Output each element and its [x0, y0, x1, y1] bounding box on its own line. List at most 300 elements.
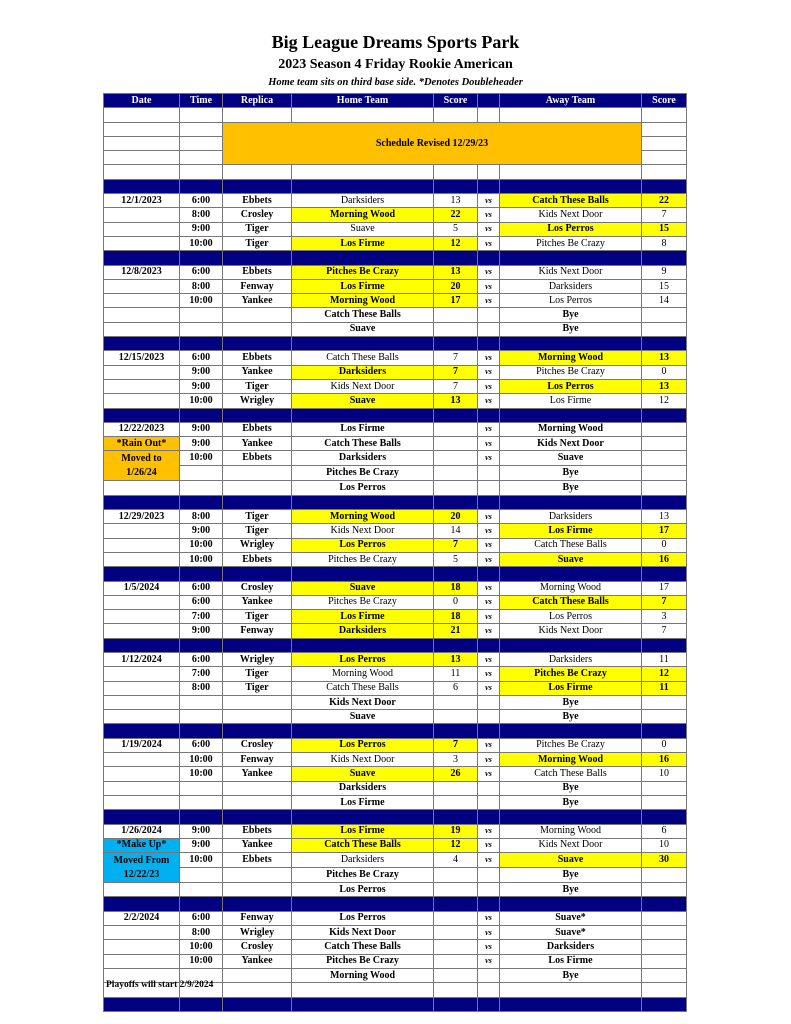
- home-score-cell: [434, 911, 478, 925]
- schedule-revised-banner: Schedule Revised 12/29/23: [223, 122, 642, 165]
- away-score-cell: 0: [642, 738, 687, 752]
- time-cell: 6:00: [180, 652, 223, 666]
- date-cell: [104, 940, 180, 954]
- page-title: Big League Dreams Sports Park: [271, 32, 520, 52]
- home-score-cell: 7: [434, 351, 478, 365]
- away-score-cell: 17: [642, 581, 687, 595]
- home-score-cell: 7: [434, 538, 478, 552]
- time-cell: 10:00: [180, 954, 223, 968]
- vs-cell: vs: [478, 379, 500, 393]
- home-team-cell: Kids Next Door: [292, 926, 434, 940]
- vs-cell: vs: [478, 394, 500, 408]
- time-cell: 6:00: [180, 194, 223, 208]
- table-row: [104, 681, 687, 695]
- week-separator: [104, 179, 687, 193]
- header-row: [104, 94, 687, 108]
- home-team-cell: Darksiders: [292, 365, 434, 379]
- table-row: [104, 667, 687, 681]
- away-team-cell: Bye: [500, 322, 642, 336]
- table-row: [104, 294, 687, 308]
- vs-cell: vs: [478, 451, 500, 466]
- replica-cell: Yankee: [223, 365, 292, 379]
- away-team-cell: Catch These Balls: [500, 194, 642, 208]
- replica-cell: Yankee: [223, 954, 292, 968]
- home-team-cell: Suave: [292, 581, 434, 595]
- time-cell: 10:00: [180, 451, 223, 466]
- date-cell: [104, 795, 180, 809]
- vs-cell: vs: [478, 824, 500, 838]
- table-row: [104, 481, 687, 495]
- time-cell: [180, 308, 223, 322]
- away-team-cell: Morning Wood: [500, 422, 642, 436]
- time-cell: [180, 466, 223, 481]
- home-score-cell: [434, 781, 478, 795]
- header-replica: Replica: [223, 94, 292, 108]
- vs-cell: [478, 481, 500, 495]
- replica-cell: [223, 695, 292, 709]
- table-row: [104, 437, 687, 451]
- time-cell: 6:00: [180, 911, 223, 925]
- table-row: [104, 194, 687, 208]
- blank-row: [104, 165, 687, 179]
- time-cell: [180, 481, 223, 495]
- time-cell: 8:00: [180, 681, 223, 695]
- away-team-cell: Bye: [500, 781, 642, 795]
- away-score-cell: 15: [642, 222, 687, 236]
- away-score-cell: 13: [642, 351, 687, 365]
- date-cell: [104, 954, 180, 968]
- away-score-cell: 11: [642, 681, 687, 695]
- table-row: [104, 781, 687, 795]
- replica-cell: Ebbets: [223, 824, 292, 838]
- time-cell: [180, 868, 223, 883]
- replica-cell: Crosley: [223, 581, 292, 595]
- replica-cell: Wrigley: [223, 394, 292, 408]
- time-cell: 8:00: [180, 926, 223, 940]
- replica-cell: Yankee: [223, 294, 292, 308]
- date-cell: [104, 681, 180, 695]
- replica-cell: Ebbets: [223, 265, 292, 279]
- home-team-cell: Morning Wood: [292, 208, 434, 222]
- revised-row: [104, 122, 687, 136]
- date-cell: [104, 322, 180, 336]
- date-cell: [104, 236, 180, 250]
- away-team-cell: Kids Next Door: [500, 208, 642, 222]
- home-score-cell: 4: [434, 853, 478, 868]
- date-cell: 1/5/2024: [104, 581, 180, 595]
- away-score-cell: 10: [642, 767, 687, 781]
- vs-cell: vs: [478, 236, 500, 250]
- header-home-score: Score: [434, 94, 478, 108]
- away-team-cell: Los Perros: [500, 294, 642, 308]
- table-row: [104, 422, 687, 436]
- home-score-cell: 7: [434, 365, 478, 379]
- home-team-cell: Los Perros: [292, 883, 434, 897]
- home-score-cell: 13: [434, 394, 478, 408]
- home-team-cell: Pitches Be Crazy: [292, 954, 434, 968]
- date-cell: *Make Up*: [104, 838, 180, 852]
- replica-cell: Ebbets: [223, 451, 292, 466]
- date-cell: [104, 781, 180, 795]
- date-cell: [104, 926, 180, 940]
- home-score-cell: [434, 710, 478, 724]
- table-row: [104, 552, 687, 566]
- home-score-cell: 17: [434, 294, 478, 308]
- date-cell: [104, 552, 180, 566]
- home-score-cell: 18: [434, 610, 478, 624]
- away-team-cell: Darksiders: [500, 510, 642, 524]
- away-team-cell: Bye: [500, 868, 642, 883]
- away-team-cell: Suave: [500, 853, 642, 868]
- time-cell: 9:00: [180, 824, 223, 838]
- time-cell: [180, 322, 223, 336]
- home-team-cell: Darksiders: [292, 194, 434, 208]
- away-team-cell: Suave*: [500, 911, 642, 925]
- away-score-cell: 12: [642, 394, 687, 408]
- vs-cell: vs: [478, 208, 500, 222]
- week-separator: [104, 495, 687, 509]
- away-team-cell: Bye: [500, 466, 642, 481]
- replica-cell: Wrigley: [223, 652, 292, 666]
- table-row: [104, 236, 687, 250]
- home-score-cell: [434, 940, 478, 954]
- replica-cell: Fenway: [223, 624, 292, 638]
- time-cell: 7:00: [180, 667, 223, 681]
- home-team-cell: Los Perros: [292, 652, 434, 666]
- away-score-cell: 7: [642, 595, 687, 609]
- away-score-cell: [642, 437, 687, 451]
- away-score-cell: [642, 466, 687, 481]
- away-team-cell: Suave: [500, 451, 642, 466]
- away-score-cell: [642, 322, 687, 336]
- home-score-cell: 5: [434, 552, 478, 566]
- vs-cell: vs: [478, 351, 500, 365]
- home-score-cell: [434, 926, 478, 940]
- vs-cell: vs: [478, 753, 500, 767]
- header-date: Date: [104, 94, 180, 108]
- table-row: [104, 208, 687, 222]
- date-cell: [104, 308, 180, 322]
- away-score-cell: 16: [642, 552, 687, 566]
- vs-cell: vs: [478, 581, 500, 595]
- playoffs-note: Playoffs will start 2/9/2024: [106, 980, 214, 990]
- table-row: [104, 581, 687, 595]
- header-time: Time: [180, 94, 223, 108]
- away-team-cell: Los Firme: [500, 681, 642, 695]
- date-cell: [104, 481, 180, 495]
- time-cell: 10:00: [180, 940, 223, 954]
- home-team-cell: Los Firme: [292, 610, 434, 624]
- away-team-cell: Pitches Be Crazy: [500, 236, 642, 250]
- replica-cell: Tiger: [223, 681, 292, 695]
- replica-cell: Fenway: [223, 279, 292, 293]
- week-separator: [104, 810, 687, 824]
- home-score-cell: 3: [434, 753, 478, 767]
- home-team-cell: Morning Wood: [292, 667, 434, 681]
- vs-cell: vs: [478, 767, 500, 781]
- date-cell: 2/2/2024: [104, 911, 180, 925]
- schedule-table: [103, 93, 687, 1012]
- table-row: [104, 738, 687, 752]
- table-row: [104, 595, 687, 609]
- table-row: [104, 710, 687, 724]
- table-row: [104, 940, 687, 954]
- replica-cell: [223, 308, 292, 322]
- replica-cell: [223, 781, 292, 795]
- time-cell: 9:00: [180, 422, 223, 436]
- away-score-cell: 0: [642, 538, 687, 552]
- date-cell: 12/15/2023: [104, 351, 180, 365]
- date-cell: [104, 208, 180, 222]
- vs-cell: vs: [478, 279, 500, 293]
- home-team-cell: Los Perros: [292, 738, 434, 752]
- week-separator: [104, 251, 687, 265]
- away-team-cell: Los Firme: [500, 394, 642, 408]
- time-cell: 10:00: [180, 552, 223, 566]
- home-score-cell: [434, 322, 478, 336]
- date-cell: [104, 294, 180, 308]
- home-score-cell: [434, 437, 478, 451]
- time-cell: 8:00: [180, 510, 223, 524]
- vs-cell: vs: [478, 552, 500, 566]
- time-cell: 6:00: [180, 595, 223, 609]
- header-home-team: Home Team: [292, 94, 434, 108]
- home-score-cell: 13: [434, 265, 478, 279]
- time-cell: [180, 781, 223, 795]
- away-team-cell: Morning Wood: [500, 351, 642, 365]
- vs-cell: [478, 308, 500, 322]
- table-row: [104, 767, 687, 781]
- away-team-cell: Pitches Be Crazy: [500, 738, 642, 752]
- vs-cell: vs: [478, 265, 500, 279]
- home-team-cell: Morning Wood: [292, 510, 434, 524]
- time-cell: 9:00: [180, 624, 223, 638]
- away-team-cell: Suave*: [500, 926, 642, 940]
- vs-cell: [478, 868, 500, 883]
- vs-cell: vs: [478, 681, 500, 695]
- home-team-cell: Catch These Balls: [292, 351, 434, 365]
- home-score-cell: 7: [434, 738, 478, 752]
- replica-cell: Ebbets: [223, 351, 292, 365]
- replica-cell: Tiger: [223, 524, 292, 538]
- table-row: [104, 365, 687, 379]
- table-row: [104, 838, 687, 852]
- vs-cell: vs: [478, 595, 500, 609]
- home-score-cell: 20: [434, 510, 478, 524]
- home-team-cell: Los Firme: [292, 795, 434, 809]
- replica-cell: Tiger: [223, 222, 292, 236]
- week-separator: [104, 897, 687, 911]
- home-team-cell: Kids Next Door: [292, 379, 434, 393]
- home-score-cell: 13: [434, 652, 478, 666]
- vs-cell: vs: [478, 624, 500, 638]
- away-score-cell: 7: [642, 624, 687, 638]
- away-score-cell: [642, 481, 687, 495]
- date-cell: [104, 538, 180, 552]
- table-row: [104, 538, 687, 552]
- blank-row: [104, 108, 687, 122]
- home-score-cell: [434, 883, 478, 897]
- week-separator: [104, 408, 687, 422]
- home-team-cell: Pitches Be Crazy: [292, 868, 434, 883]
- replica-cell: [223, 883, 292, 897]
- away-team-cell: Bye: [500, 968, 642, 982]
- page-subtitle: 2023 Season 4 Friday Rookie American: [278, 57, 513, 72]
- home-score-cell: 12: [434, 236, 478, 250]
- away-score-cell: [642, 968, 687, 982]
- week-separator: [104, 997, 687, 1011]
- home-score-cell: [434, 422, 478, 436]
- away-team-cell: Darksiders: [500, 940, 642, 954]
- date-cell: 1/26/2024: [104, 824, 180, 838]
- time-cell: [180, 710, 223, 724]
- away-score-cell: 16: [642, 753, 687, 767]
- home-team-cell: Darksiders: [292, 853, 434, 868]
- home-team-cell: Los Perros: [292, 911, 434, 925]
- date-cell: [104, 624, 180, 638]
- replica-cell: Tiger: [223, 610, 292, 624]
- date-cell: [104, 365, 180, 379]
- home-team-cell: Catch These Balls: [292, 940, 434, 954]
- replica-cell: Tiger: [223, 236, 292, 250]
- date-cell: 1/12/2024: [104, 652, 180, 666]
- week-separator: [104, 724, 687, 738]
- home-score-cell: 0: [434, 595, 478, 609]
- away-score-cell: 13: [642, 379, 687, 393]
- replica-cell: [223, 795, 292, 809]
- home-score-cell: 19: [434, 824, 478, 838]
- table-row: [104, 652, 687, 666]
- home-score-cell: [434, 466, 478, 481]
- time-cell: [180, 795, 223, 809]
- table-row: [104, 753, 687, 767]
- home-score-cell: [434, 968, 478, 982]
- home-team-cell: Morning Wood: [292, 968, 434, 982]
- table-row: [104, 824, 687, 838]
- date-cell: 12/8/2023: [104, 265, 180, 279]
- table-row: [104, 853, 687, 868]
- table-row: [104, 451, 687, 466]
- week-separator: [104, 567, 687, 581]
- away-team-cell: Bye: [500, 695, 642, 709]
- date-cell: [104, 279, 180, 293]
- header-vs: [478, 94, 500, 108]
- replica-cell: Crosley: [223, 208, 292, 222]
- vs-cell: vs: [478, 838, 500, 852]
- date-cell: [104, 753, 180, 767]
- vs-cell: vs: [478, 222, 500, 236]
- vs-cell: vs: [478, 294, 500, 308]
- week-separator: [104, 638, 687, 652]
- home-score-cell: [434, 451, 478, 466]
- home-score-cell: 18: [434, 581, 478, 595]
- home-score-cell: 13: [434, 194, 478, 208]
- away-team-cell: Los Firme: [500, 954, 642, 968]
- table-row: [104, 610, 687, 624]
- date-cell: Moved From 12/22/23: [104, 853, 180, 883]
- table-row: [104, 911, 687, 925]
- date-cell: [104, 595, 180, 609]
- time-cell: 6:00: [180, 351, 223, 365]
- schedule-note: Home team sits on third base side. *Denotes Doubleheader: [268, 77, 523, 88]
- time-cell: 6:00: [180, 265, 223, 279]
- home-score-cell: [434, 308, 478, 322]
- home-team-cell: Los Perros: [292, 538, 434, 552]
- away-score-cell: [642, 695, 687, 709]
- vs-cell: vs: [478, 422, 500, 436]
- away-team-cell: Bye: [500, 308, 642, 322]
- vs-cell: [478, 466, 500, 481]
- vs-cell: [478, 883, 500, 897]
- replica-cell: Crosley: [223, 940, 292, 954]
- away-team-cell: Los Perros: [500, 610, 642, 624]
- home-score-cell: 21: [434, 624, 478, 638]
- home-team-cell: Suave: [292, 710, 434, 724]
- vs-cell: vs: [478, 940, 500, 954]
- replica-cell: [223, 968, 292, 982]
- table-row: [104, 279, 687, 293]
- away-score-cell: 8: [642, 236, 687, 250]
- away-team-cell: Bye: [500, 481, 642, 495]
- table-row: [104, 510, 687, 524]
- home-team-cell: Kids Next Door: [292, 695, 434, 709]
- home-score-cell: 5: [434, 222, 478, 236]
- home-team-cell: Catch These Balls: [292, 308, 434, 322]
- home-team-cell: Catch These Balls: [292, 437, 434, 451]
- home-team-cell: Darksiders: [292, 451, 434, 466]
- away-score-cell: 7: [642, 208, 687, 222]
- home-team-cell: Morning Wood: [292, 294, 434, 308]
- home-score-cell: [434, 481, 478, 495]
- vs-cell: vs: [478, 738, 500, 752]
- vs-cell: vs: [478, 538, 500, 552]
- home-score-cell: 20: [434, 279, 478, 293]
- time-cell: 10:00: [180, 538, 223, 552]
- away-team-cell: Morning Wood: [500, 824, 642, 838]
- away-team-cell: Suave: [500, 552, 642, 566]
- vs-cell: vs: [478, 667, 500, 681]
- date-cell: 12/1/2023: [104, 194, 180, 208]
- schedule-body: [104, 108, 687, 1012]
- home-team-cell: Suave: [292, 394, 434, 408]
- vs-cell: [478, 710, 500, 724]
- time-cell: 7:00: [180, 610, 223, 624]
- away-score-cell: 14: [642, 294, 687, 308]
- table-row: [104, 954, 687, 968]
- vs-cell: vs: [478, 510, 500, 524]
- away-score-cell: [642, 954, 687, 968]
- home-score-cell: [434, 695, 478, 709]
- date-cell: [104, 710, 180, 724]
- replica-cell: [223, 868, 292, 883]
- time-cell: 9:00: [180, 379, 223, 393]
- away-score-cell: [642, 710, 687, 724]
- home-team-cell: Pitches Be Crazy: [292, 466, 434, 481]
- table-row: [104, 926, 687, 940]
- date-cell: Moved to 1/26/24: [104, 451, 180, 481]
- home-team-cell: Los Firme: [292, 422, 434, 436]
- time-cell: 10:00: [180, 236, 223, 250]
- home-team-cell: Catch These Balls: [292, 838, 434, 852]
- home-team-cell: Los Perros: [292, 481, 434, 495]
- table-row: [104, 883, 687, 897]
- home-score-cell: 11: [434, 667, 478, 681]
- away-team-cell: Kids Next Door: [500, 437, 642, 451]
- vs-cell: vs: [478, 365, 500, 379]
- home-team-cell: Darksiders: [292, 781, 434, 795]
- time-cell: 8:00: [180, 279, 223, 293]
- table-row: [104, 394, 687, 408]
